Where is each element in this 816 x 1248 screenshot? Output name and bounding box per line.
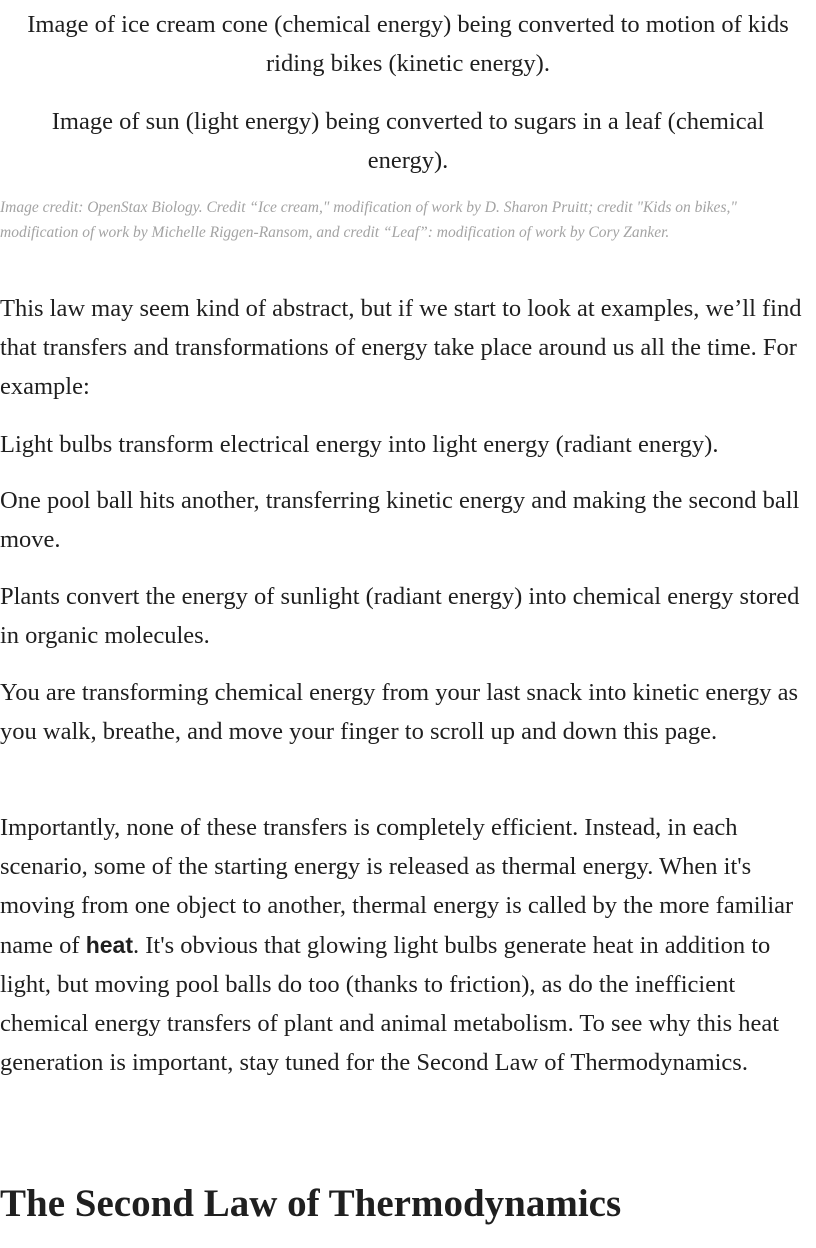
image-caption-sun-leaf: Image of sun (light energy) being converted to sugars in a leaf (chemical energy). [51,108,765,174]
importantly-text-after: . It's obvious that glowing light bulbs generate heat in addition to light, but moving pool balls do too (thanks to friction), as do the inefficient chemical energy transfers of plant and animal metabolism. To see why this heat generation is important, stay tuned for the Second Law of Thermodynamics. [0,931,780,1077]
importantly-text-before: Importantly, none of these transfers is completely efficient. Instead, in each scenario, some of the starting energy is released as thermal energy. When it's moving from one object to another, thermal energy is called by the more familiar name of [0,814,794,959]
section-heading-second-law: The Second Law of Thermodynamics [0,1182,622,1225]
image-caption-ice-cream: Image of ice cream cone (chemical energy) being converted to motion of kids riding bikes (kinetic energy). [27,11,789,77]
image-credit: Image credit: OpenStax Biology. Credit “Ice cream," modification of work by D. Sharon Pruitt; credit "Kids on bikes," modification of work by Michelle Riggen-Ransom, and credit “Leaf”: modification of work by Cory Zanker. [0,199,737,241]
intro-paragraph: This law may seem kind of abstract, but if we start to look at examples, we’ll find that transfers and transformations of energy take place around us all the time. For example: [0,295,802,401]
example-plants: Plants convert the energy of sunlight (radiant energy) into chemical energy stored in organic molecules. [0,583,800,650]
importantly-paragraph [0,808,816,1082]
example-light-bulbs: Light bulbs transform electrical energy into light energy (radiant energy). [0,431,719,458]
term-heat: heat [85,931,134,958]
example-snack: You are transforming chemical energy from your last snack into kinetic energy as you walk, breathe, and move your finger to scroll up and down this page. [0,679,799,746]
example-pool-ball: One pool ball hits another, transferring kinetic energy and making the second ball move. [0,487,800,554]
